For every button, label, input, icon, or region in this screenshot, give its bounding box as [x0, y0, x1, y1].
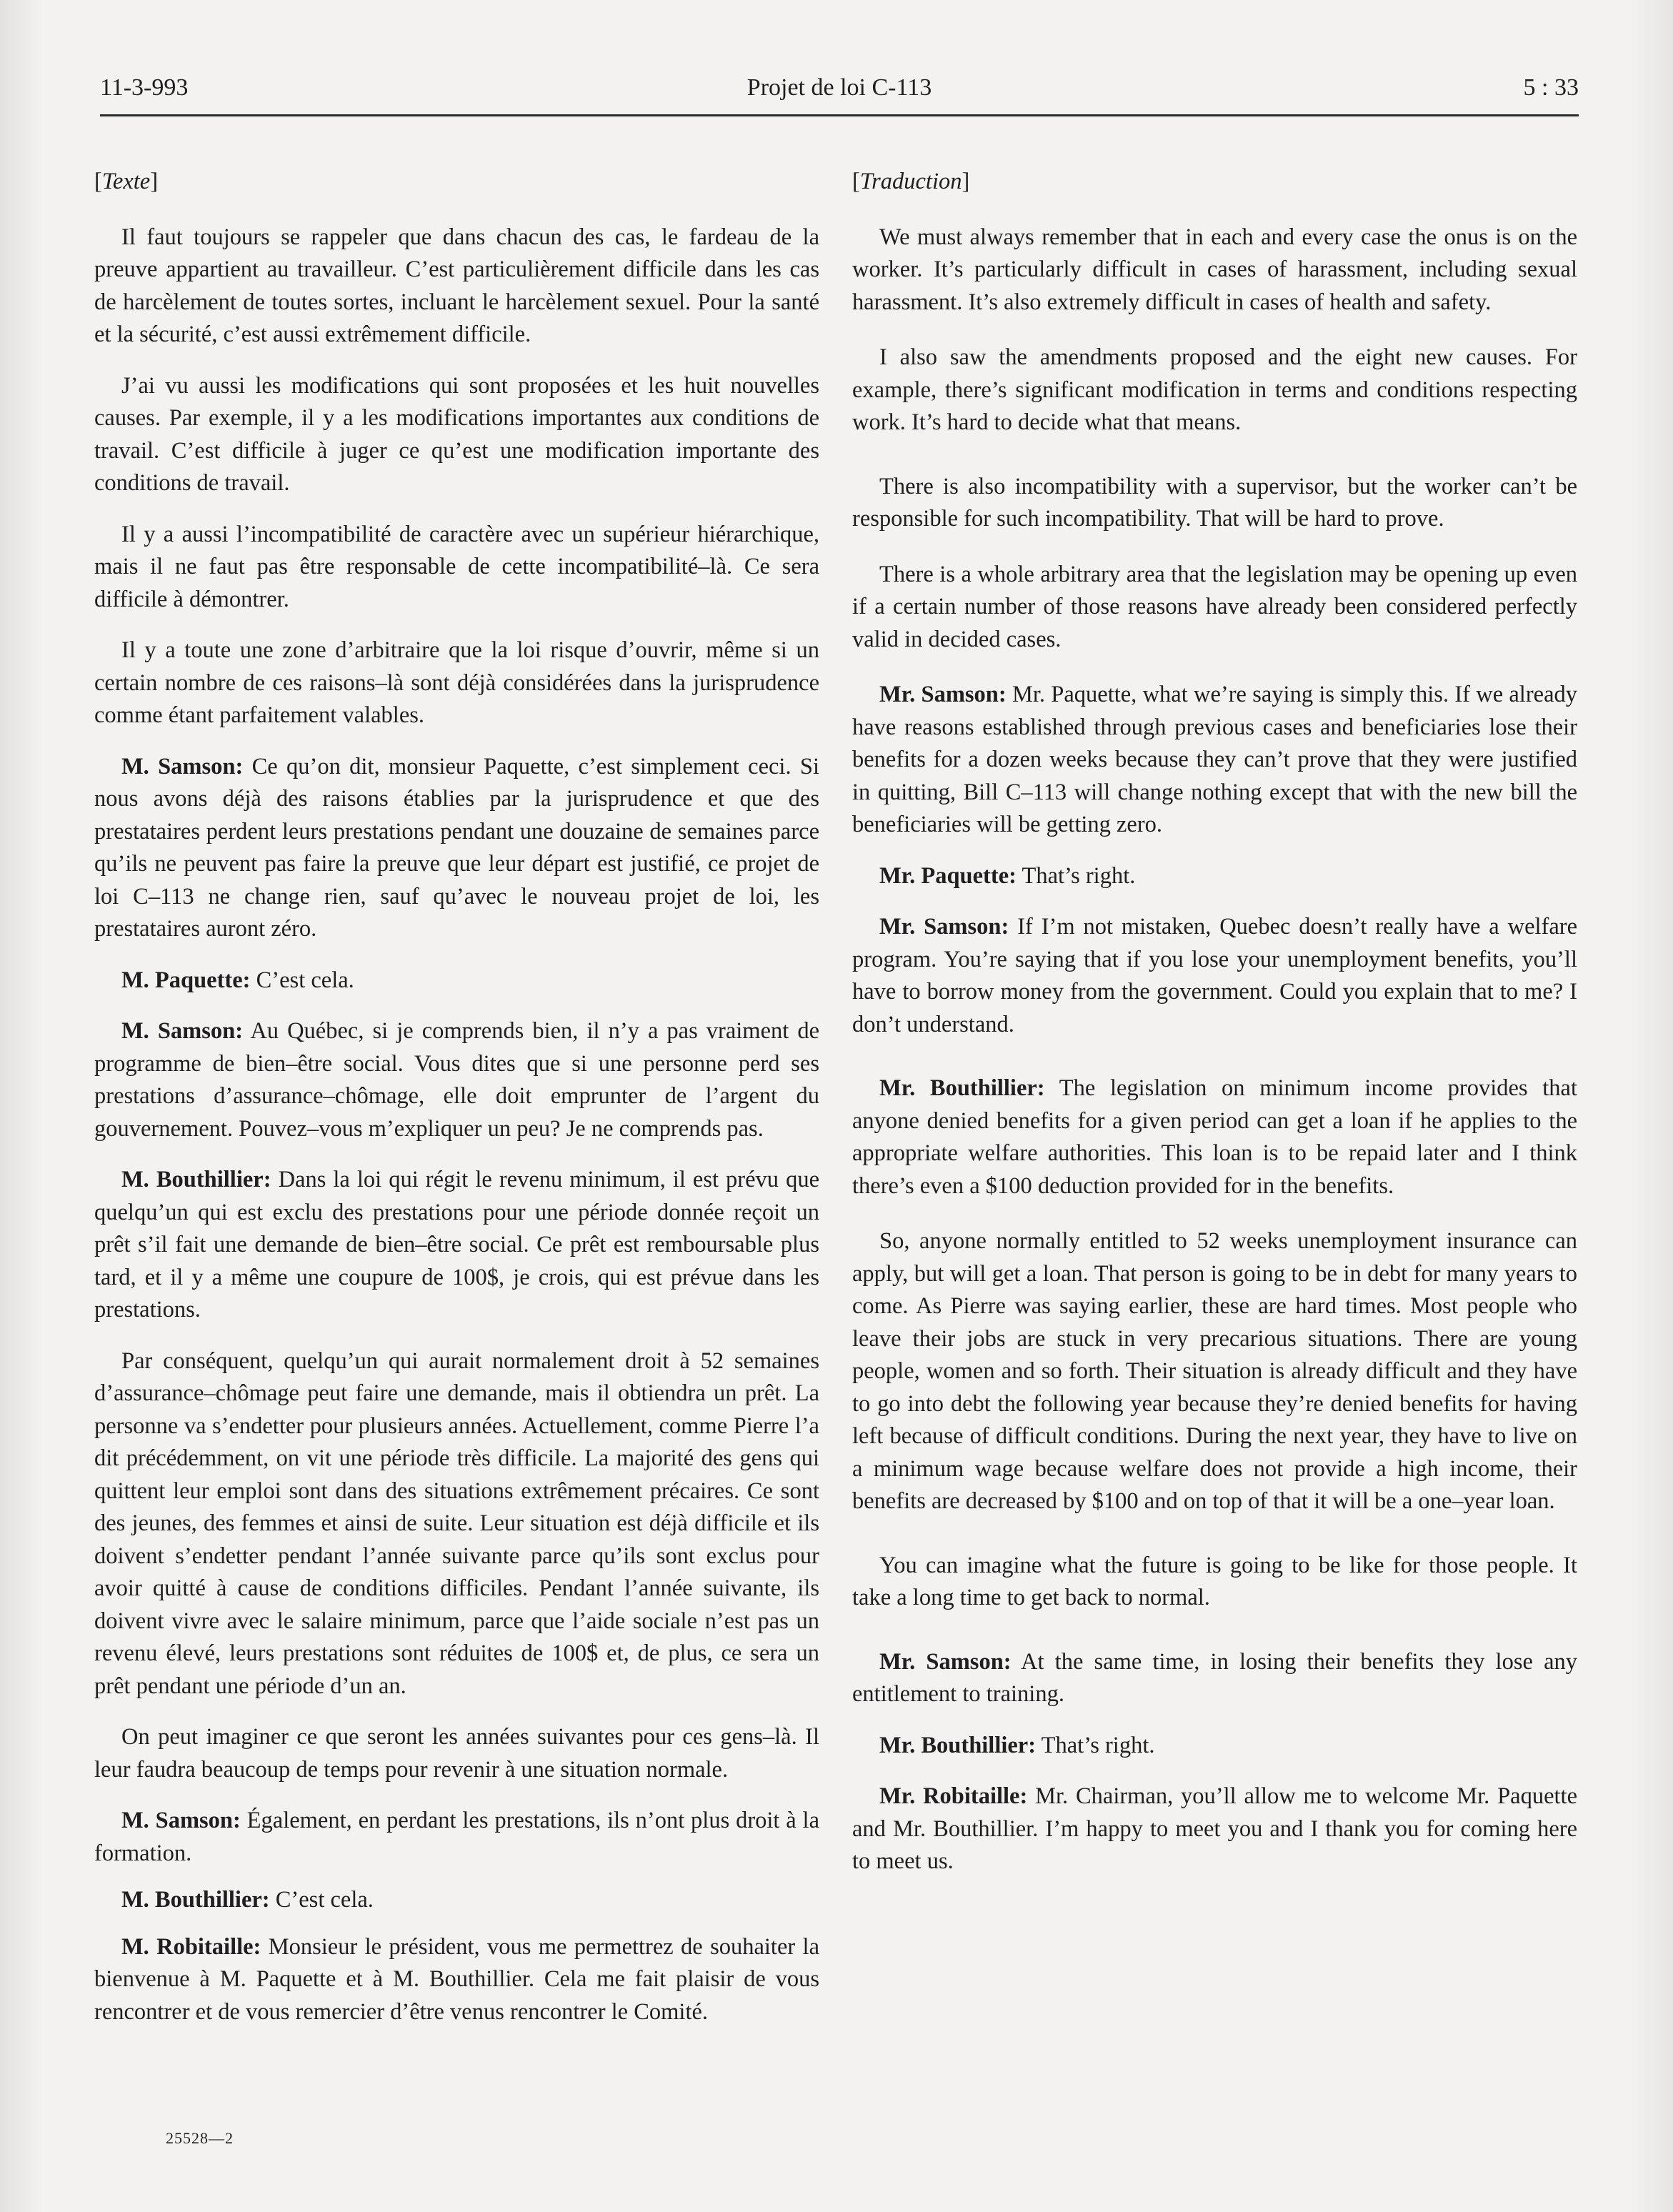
french-column [94, 166, 819, 2028]
paragraph-text: Par conséquent, quelqu’un qui aurait normalement droit à 52 semaines d’assurance–chômage peut faire une demande, mais il obtiendra un prêt. La personne va s’endetter pour plusieurs années. Actuellement, comme Pierre l’a dit précédemment, on vit une période très difficile. La majorité des gens qui quittent leur emploi sont dans des situations extrêmement précaires. Ce sont des jeunes, des femmes et ainsi de suite. Leur situation est déjà difficile et ils doivent s’endetter pendant l’année suivante parce qu’ils sont exclus pour avoir quitté à cause de conditions difficiles. Pendant l’année suivante, ils doivent vivre avec le salaire minimum, parce que l’aide sociale n’est pas un revenu élevé, leurs prestations sont réduites de 100$ et, de plus, ce sera un prêt pendant une période d’un an. [94, 1347, 819, 1699]
paragraph-text: Dans la loi qui régit le revenu minimum, il est prévu que quelqu’un qui est exclu des prestations pour une période donnée reçoit un prêt s’il fait une demande de bien–être social. Ce prêt est remboursable plus tard, et il y a même une coupure de 100$, je crois, qui est prévue dans les prestations. [94, 1167, 819, 1322]
paragraph [852, 471, 1577, 536]
paragraph-text: Également, en perdant les prestations, ils n’ont plus droit à la formation. [94, 1808, 819, 1866]
speaker-name: M. Samson: [121, 1018, 244, 1044]
paragraph [852, 1072, 1577, 1202]
speaker-name: Mr. Robitaille: [879, 1783, 1028, 1809]
paragraph-text: C’est cela. [256, 967, 354, 993]
header-title: Projet de loi C-113 [746, 74, 932, 101]
paragraph [94, 634, 819, 732]
paragraph [852, 221, 1577, 319]
page-header [100, 74, 1579, 117]
paragraph-text: The legislation on minimum income provides that anyone denied benefits for a given period can get a loan if he applies to the appropriate welfare authorities. This loan is to be repaid later and I think there’s even a $100 deduction provided for in the benefits. [852, 1075, 1577, 1199]
french-column-label: [Texte] [94, 169, 159, 194]
paragraph [94, 1931, 819, 2029]
paragraph [94, 519, 819, 617]
speaker-name: Mr. Bouthillier: [879, 1075, 1045, 1101]
speaker-name: Mr. Samson: [879, 914, 1009, 940]
paragraph-text: You can imagine what the future is going to be like for those people. It take a long time to get back to normal. [852, 1552, 1577, 1610]
paragraph-text: Ce qu’on dit, monsieur Paquette, c’est simplement ceci. Si nous avons déjà des raisons établies par la jurisprudence et que des prestataires perdent leurs prestations pendant une douzaine de semaines parce qu’ils ne peuvent pas faire la preuve que leur départ est justifié, ce projet de loi C–113 ne change rien, sauf qu’avec le nouveau projet de loi, les prestataires auront zéro. [94, 753, 819, 942]
paragraph-text: If I’m not mistaken, Quebec doesn’t really have a welfare program. You’re saying that if you lose your unemployment benefits, you’ll have to borrow money from the government. Could you explain that to me? I don’t understand. [852, 914, 1578, 1037]
paragraph [852, 1225, 1577, 1518]
header-rule [100, 114, 1579, 116]
paragraph [94, 1345, 819, 1703]
paragraph-text: Au Québec, si je comprends bien, il n’y a pas vraiment de programme de bien–être social. Vous dites que si une personne perd ses prestations d’assurance–chômage, elle doit emprunter de l’argent du gouvernement. Pouvez–vous m’expliquer un peu? Je ne comprends pas. [94, 1018, 820, 1142]
paragraph [94, 221, 819, 352]
speaker-name: M. Bouthillier: [121, 1887, 270, 1913]
paragraph [852, 1550, 1577, 1615]
speaker-name: M. Robitaille: [121, 1933, 261, 1960]
paragraph-text: J’ai vu aussi les modifications qui sont proposées et les huit nouvelles causes. Par exemple, il y a les modifications importantes aux conditions de travail. C’est difficile à juger ce qu’est une modification importante des conditions de travail. [94, 372, 819, 496]
speaker-name: Mr. Paquette: [879, 862, 1017, 889]
speaker-name: Mr. Samson: [879, 682, 1007, 707]
paragraph [94, 1884, 819, 1917]
paragraph-text: Il faut toujours se rappeler que dans chacun des cas, le fardeau de la preuve appartient au travailleur. C’est particulièrement difficile dans les cas de harcèlement de toutes sortes, incluant le harcèlement sexuel. Pour la santé et la sécurité, c’est aussi extrêmement difficile. [94, 224, 819, 347]
paragraph-text: We must always remember that in each and every case the onus is on the worker. It’s particularly difficult in cases of harassment, including sexual harassment. It’s also extremely difficult in cases of health and safety. [852, 224, 1577, 315]
speaker-name: Mr. Samson: [879, 1648, 1012, 1675]
paragraph-text: That’s right. [1041, 1732, 1155, 1758]
paragraph-text: There is also incompatibility with a supervisor, but the worker can’t be responsible for such incompatibility. That will be hard to prove. [852, 473, 1577, 532]
speaker-name: M. Paquette: [121, 967, 251, 993]
paragraph-text: Il y a toute une zone d’arbitraire que la loi risque d’ouvrir, même si un certain nombre de ces raisons–là sont déjà considérées dans la jurisprudence comme étant parfaitement valables. [94, 637, 819, 728]
paragraph-text: Mr. Paquette, what we’re saying is simply this. If we already have reasons established through previous cases and beneficiaries lose their benefits for a dozen weeks because they can’t prove that they were justified in quitting, Bill C–113 will change nothing except that with the new bill the beneficiaries will be getting zero. [852, 682, 1578, 837]
paragraph [94, 1805, 819, 1870]
english-column-label: [Traduction] [852, 169, 970, 194]
paragraph [852, 679, 1577, 842]
paragraph-text: Mr. Chairman, you’ll allow me to welcome Mr. Paquette and Mr. Bouthillier. I’m happy to meet you and I thank you for coming here to meet us. [852, 1783, 1577, 1874]
header-date: 11-3-993 [100, 74, 189, 101]
paragraph [852, 342, 1577, 439]
paragraph-text: I also saw the amendments proposed and the eight new causes. For example, there’s significant modification in terms and conditions respecting work. It’s hard to decide what that means. [852, 344, 1577, 435]
printer-signature: 25528—2 [166, 2129, 234, 2147]
paragraph [94, 1164, 819, 1327]
paragraph-text: That’s right. [1022, 862, 1136, 889]
header-page-number: 5 : 33 [1523, 74, 1579, 101]
speaker-name: M. Samson: [121, 753, 244, 779]
paragraph [94, 751, 819, 946]
paragraph-text: On peut imaginer ce que seront les années suivantes pour ces gens–là. Il leur faudra beaucoup de temps pour revenir à une situation normale. [94, 1724, 819, 1783]
paragraph [852, 1780, 1577, 1878]
paragraph [94, 370, 819, 500]
speaker-name: Mr. Bouthillier: [879, 1732, 1037, 1758]
paragraph-text: C’est cela. [275, 1887, 374, 1913]
paragraph [852, 559, 1577, 657]
french-paragraphs [94, 221, 819, 2029]
paragraph [94, 1015, 819, 1145]
paragraph-text: At the same time, in losing their benefits they lose any entitlement to training. [852, 1648, 1577, 1707]
paragraph [852, 1646, 1577, 1711]
speaker-name: M. Bouthillier: [121, 1167, 271, 1192]
paragraph [852, 911, 1577, 1041]
speaker-name: M. Samson: [121, 1808, 241, 1833]
paragraph-text: Monsieur le président, vous me permettrez de souhaiter la bienvenue à M. Paquette et à M. Bouthillier. Cela me fait plaisir de vous rencontrer et de vous remercier d’être venus rencontrer le Comité. [94, 1933, 819, 2025]
english-column [852, 166, 1577, 1878]
paragraph [852, 1730, 1577, 1763]
paragraph-text: Il y a aussi l’incompatibilité de caractère avec un supérieur hiérarchique, mais il ne faut pas être responsable de cette incompatibilité–là. Ce sera difficile à démontrer. [94, 521, 819, 612]
paragraph-text: There is a whole arbitrary area that the legislation may be opening up even if a certain number of those reasons have already been considered perfectly valid in decided cases. [852, 561, 1577, 652]
paragraph [94, 965, 819, 997]
paragraph [852, 860, 1577, 893]
paragraph [94, 1721, 819, 1786]
paragraph-text: So, anyone normally entitled to 52 weeks unemployment insurance can apply, but will get a loan. That person is going to be in debt for many years to come. As Pierre was saying earlier, these are hard times. Most people who leave their jobs are stuck in very precarious situations. There are young people, women and so forth. Their situation is already difficult and they have to go into debt the following year because they’re denied benefits for having left because of difficult conditions. During the next year, they have to live on a minimum wage because welfare does not provide a high income, their benefits are decreased by $100 and on top of that it will be a one–year loan. [852, 1228, 1577, 1514]
english-paragraphs [852, 221, 1577, 1878]
